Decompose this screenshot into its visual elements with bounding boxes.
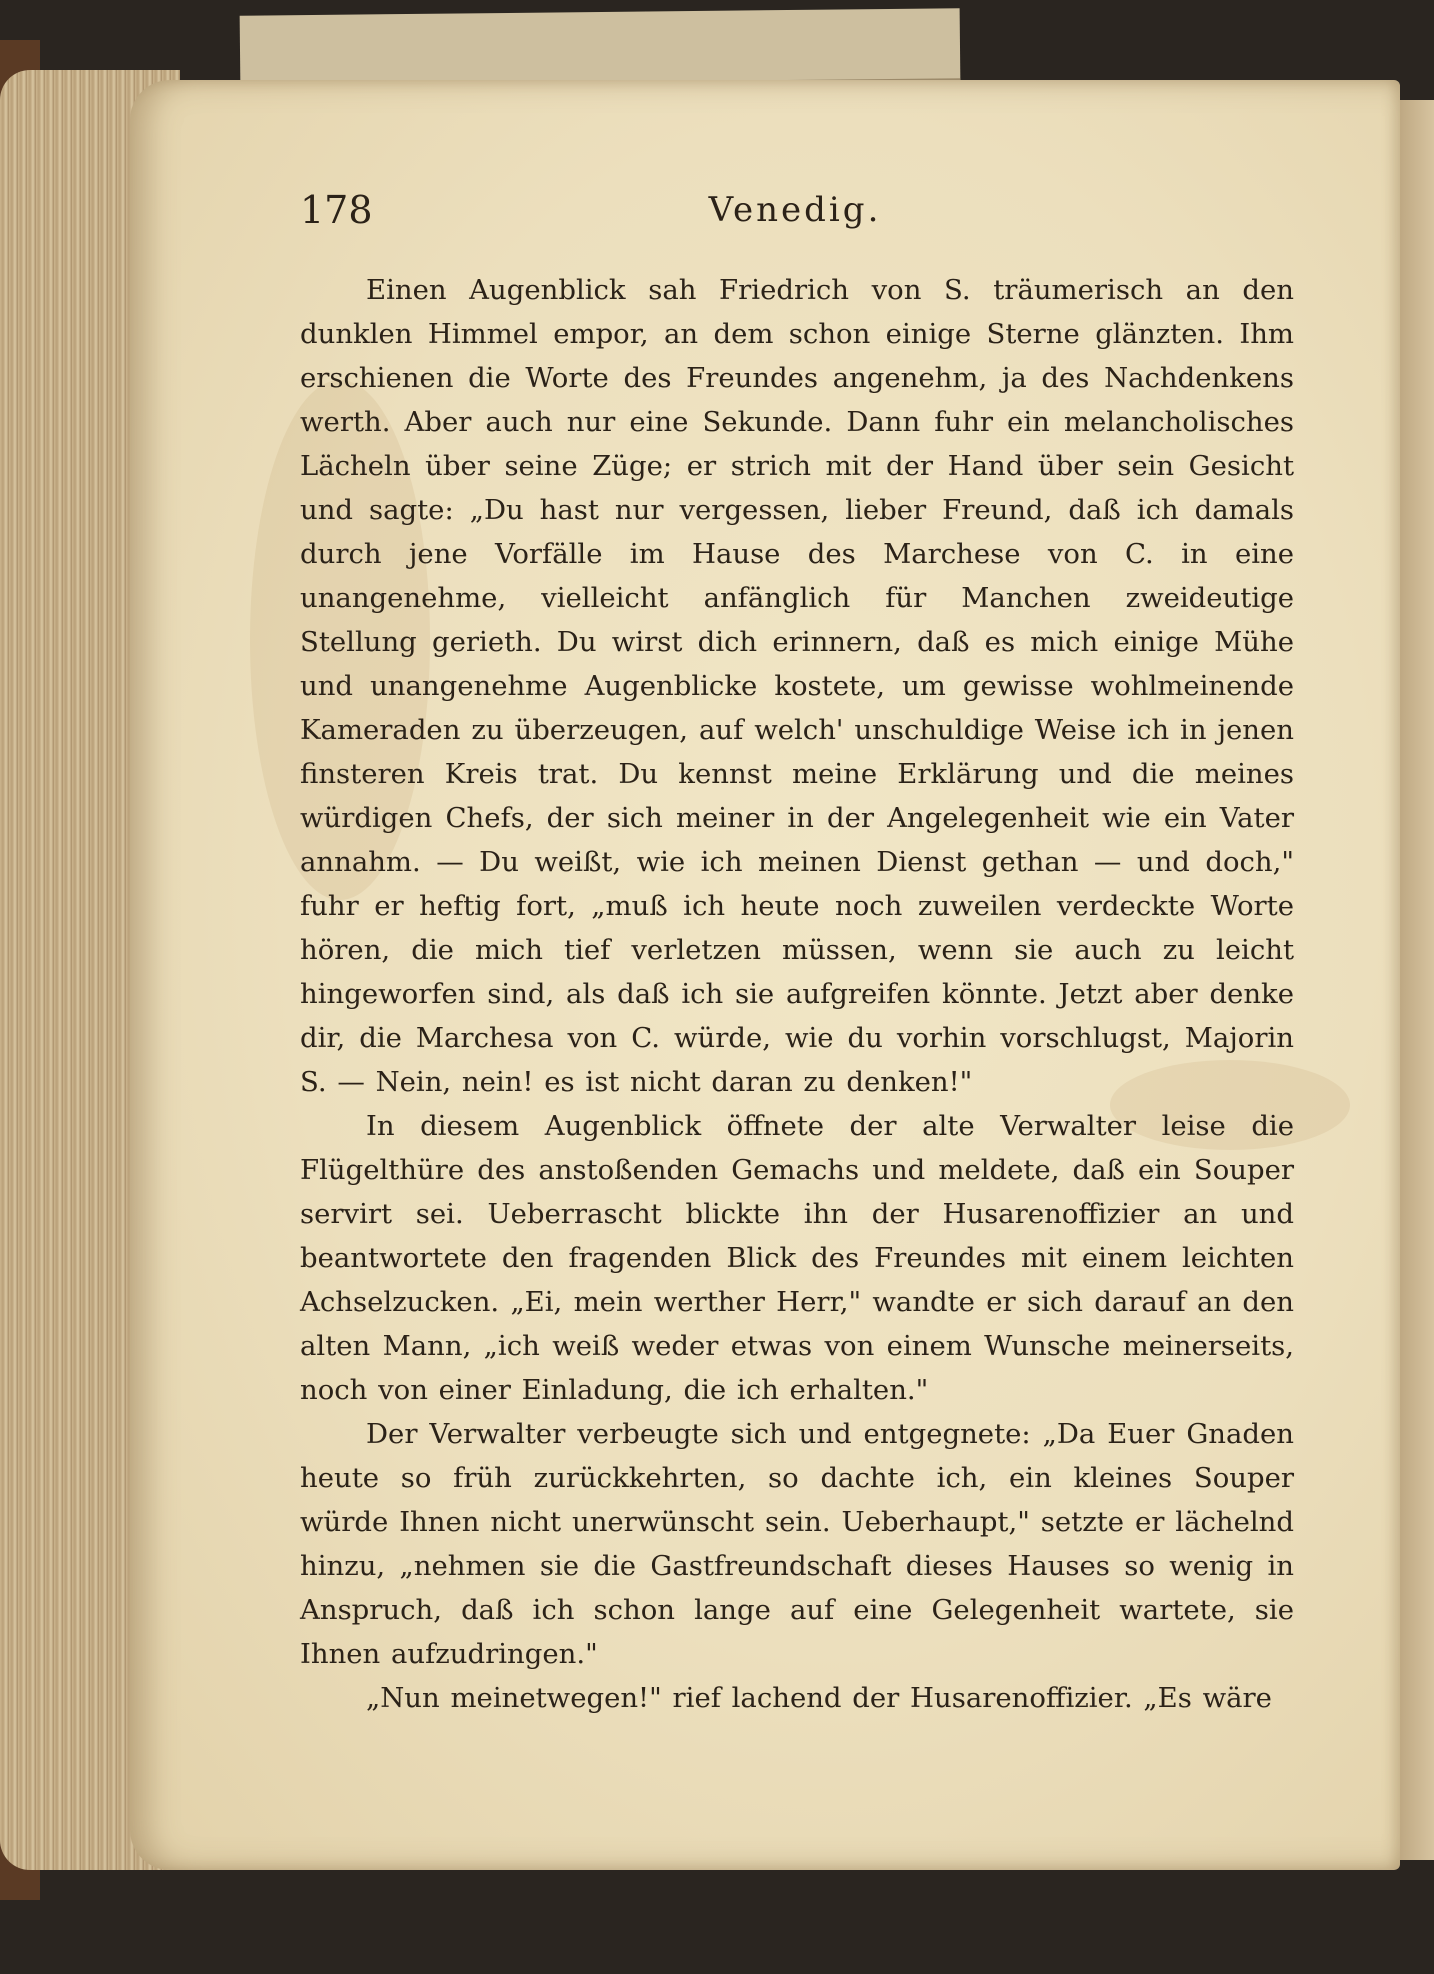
page-number: 178 [300,188,373,232]
page-header [300,190,1290,240]
paragraph: „Nun meinetwegen!" rief lachend der Husarenoffizier. „Es wäre [366,1682,1272,1714]
paragraph: Einen Augenblick sah Friedrich von S. träumerisch an den dunklen Himmel empor, an dem schon einige Sterne glänzten. Ihm erschienen die Worte des Freundes angenehm, ja des Nachdenkens werth. Aber auch nur eine Sekunde. Dann fuhr ein melancholisches Lächeln über seine Züge; er strich mit der Hand über sein Gesicht und sagte: „Du hast nur vergessen, lieber Freund, daß ich damals durch jene Vorfälle im Hause des Marchese von C. in eine unangenehme, vielleicht anfänglich für Manchen zweideutige Stellung gerieth. Du wirst dich erinnern, daß es mich einige Mühe und unangenehme Augenblicke kostete, um gewisse wohlmeinende Kameraden zu überzeugen, auf welch' unschuldige Weise ich in jenen finsteren Kreis trat. Du kennst meine Erklärung und die meines würdigen Chefs, der sich meiner in der Angelegenheit wie ein Vater annahm. — Du weißt, wie ich meinen Dienst gethan — und doch," fuhr er heftig fort, „muß ich heute noch zuweilen verdeckte Worte hören, die mich tief verletzen müssen, wenn sie auch zu leicht hingeworfen sind, als daß ich sie aufgreifen könnte. Jetzt aber denke dir, die Marchesa von C. würde, wie du vorhin vorschlugst, Majorin S. — Nein, nein! es ist nicht daran zu denken!" [300,274,1294,1098]
page-body [300,268,1294,1720]
torn-page-fragment [240,8,961,88]
paragraph: In diesem Augenblick öffnete der alte Verwalter leise die Flügelthüre des anstoßenden Gemachs und meldete, daß ein Souper servirt sei. Ueberrascht blickte ihn der Husarenoffizier an und beantwortete den fragenden Blick des Freundes mit einem leichten Achselzucken. „Ei, mein werther Herr," wandte er sich darauf an den alten Mann, „ich weiß weder etwas von einem Wunsche meinerseits, noch von einer Einladung, die ich erhalten." [300,1110,1294,1406]
running-head: Venedig. [708,190,882,230]
paragraph: Der Verwalter verbeugte sich und entgegnete: „Da Euer Gnaden heute so früh zurückkehrten, so dachte ich, ein kleines Souper würde Ihnen nicht unerwünscht sein. Ueberhaupt," setzte er lächelnd hinzu, „nehmen sie die Gastfreundschaft dieses Hauses so wenig in Anspruch, daß ich schon lange auf eine Gelegenheit wartete, sie Ihnen aufzudringen." [300,1418,1294,1670]
